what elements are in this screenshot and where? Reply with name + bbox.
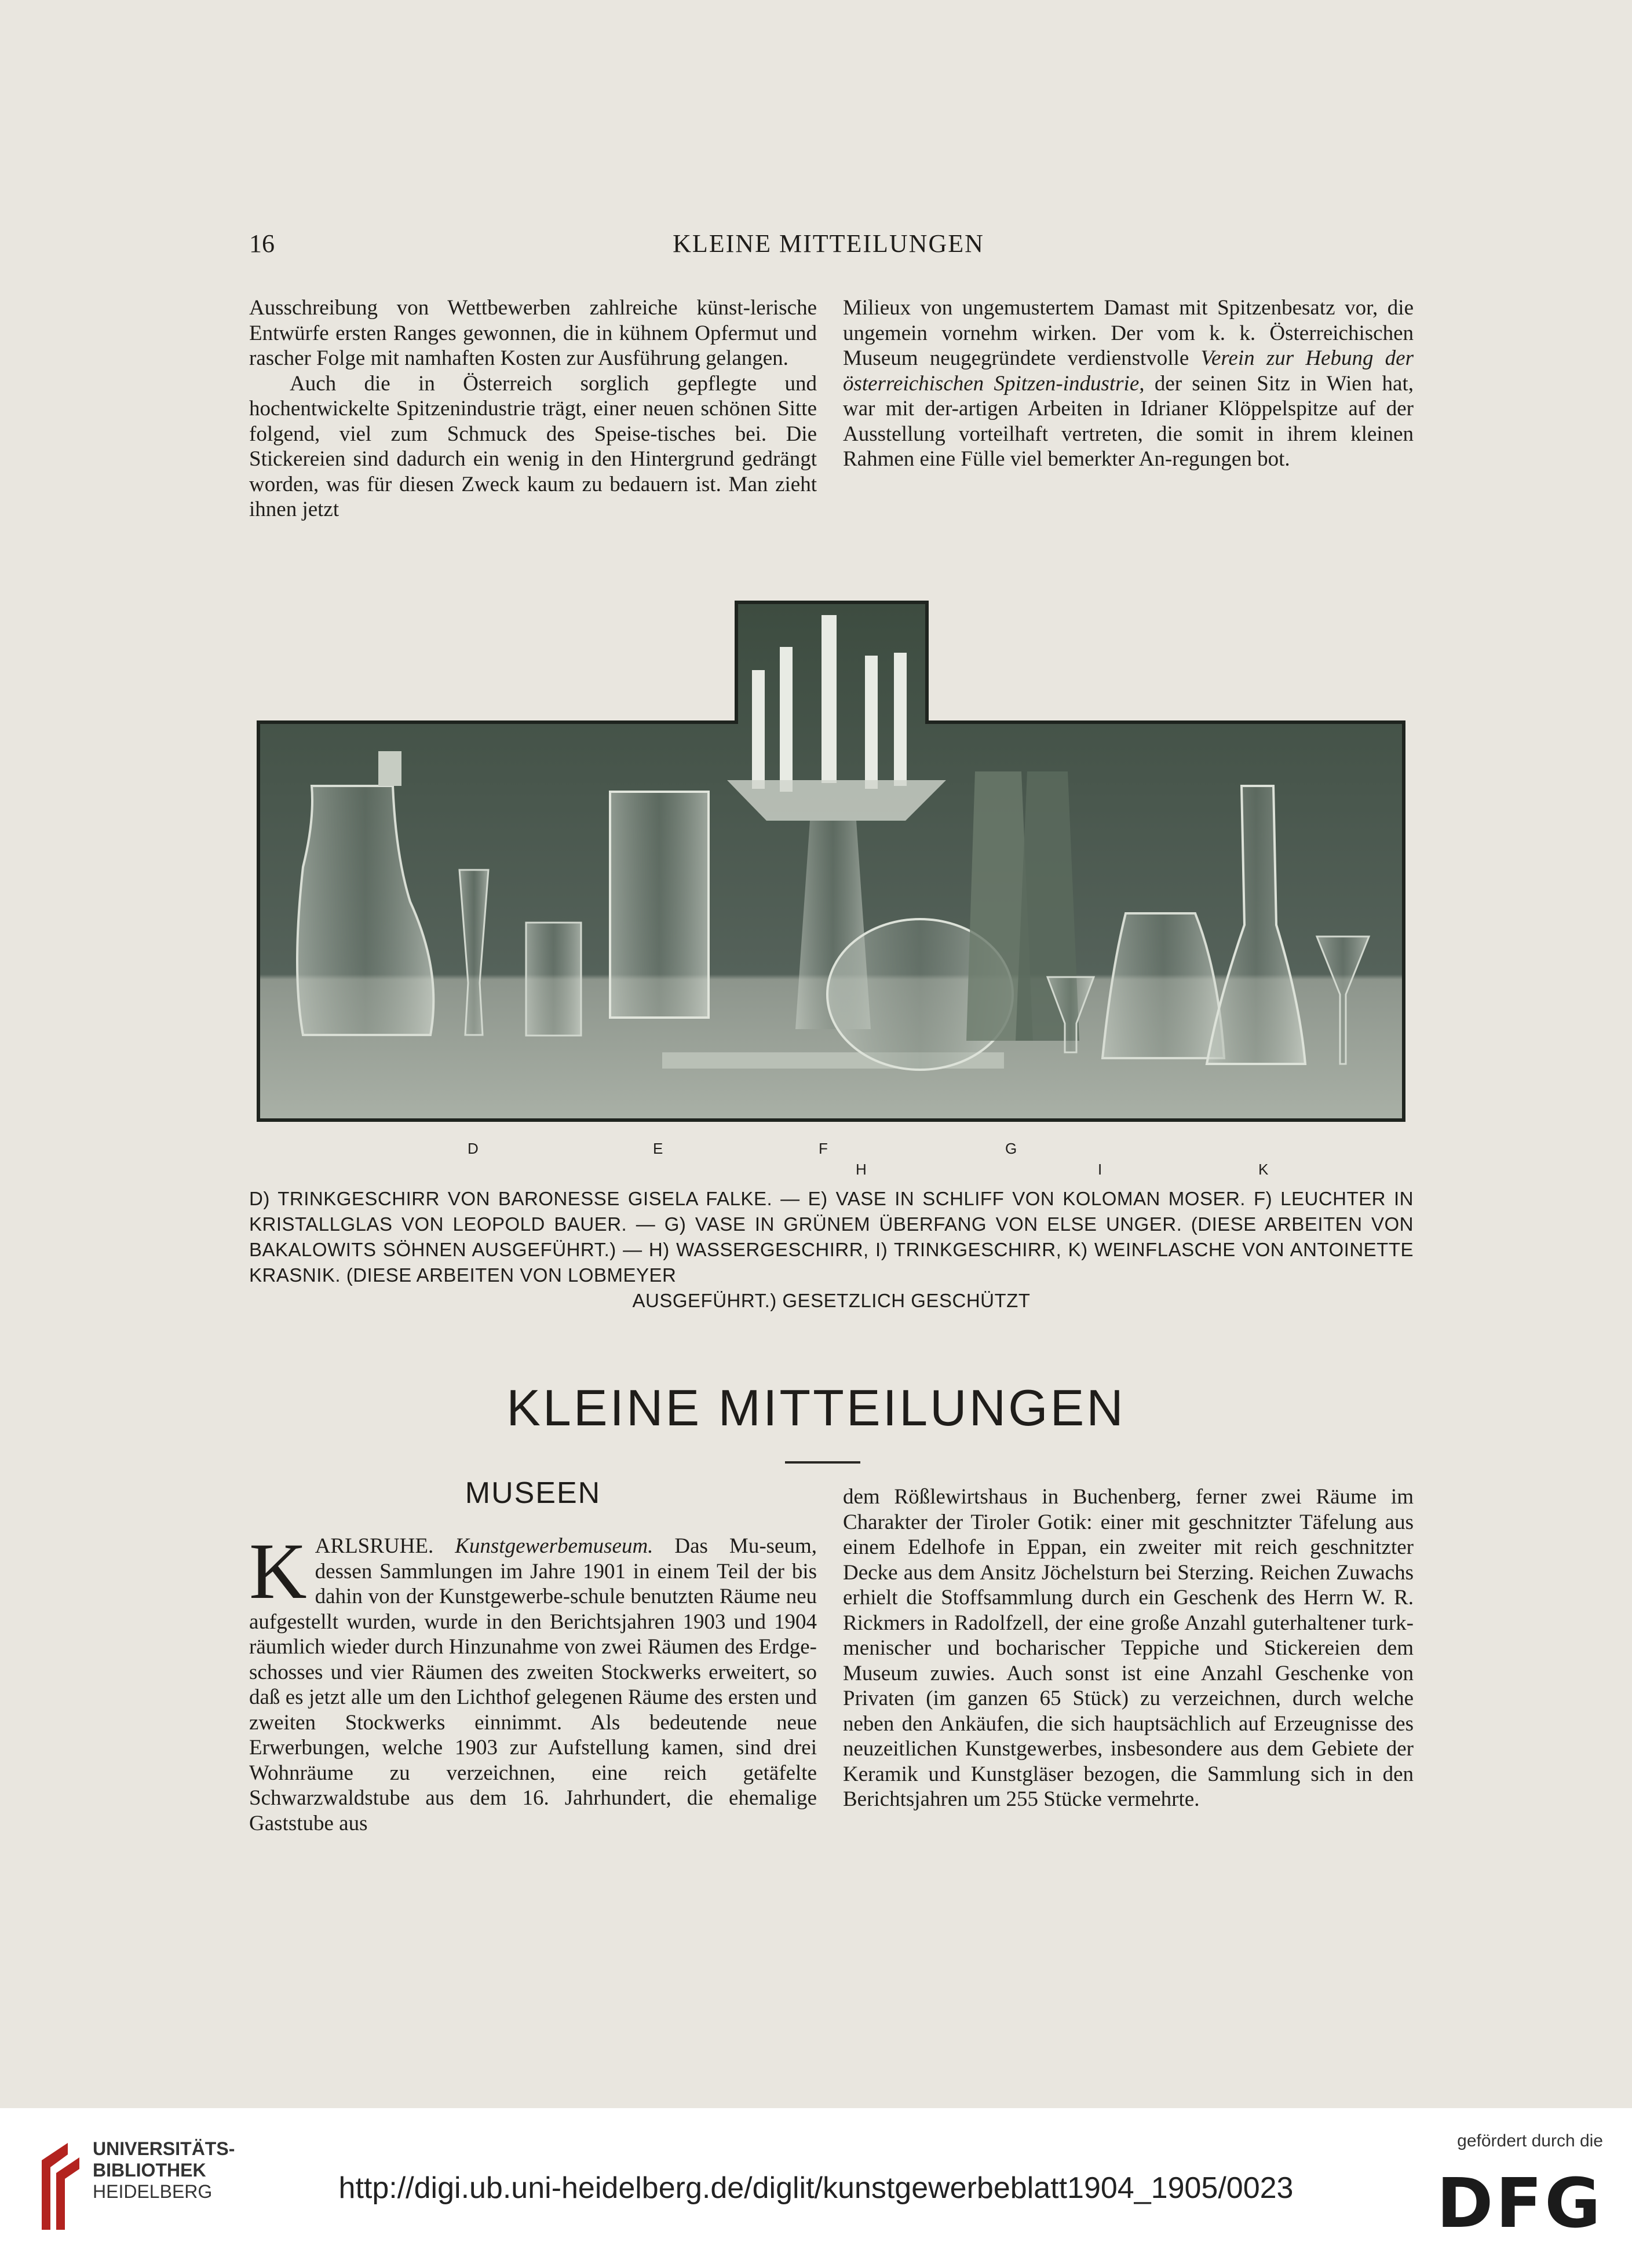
section-title: KLEINE MITTEILUNGEN [506,1379,1126,1436]
funding-label: gefördert durch die [1457,2131,1603,2150]
figure-key-letters [0,1140,1632,1186]
figure-caption [249,1186,1414,1314]
text-run: der seinen Sitz in Wien hat, war mit der-artigen Arbeiten in Idrianer Klöppelspitze auf der Ausstellung vorteilhaft vertreten, die somit in ihrem kleinen Rahmen eine Fülle viel bemerkter An-regungen bot. [843,371,1414,471]
digitization-footer [0,2108,1632,2268]
caption-text: D) TRINKGESCHIRR VON BARONESSE GISELA FALKE. — E) VASE IN SCHLIFF VON KOLOMAN MOSER. F) LEUCHTER IN KRISTALLGLAS VON LEOPOLD BAUER. — G) VASE IN GRÜNEM ÜBERFANG VON ELSE UNGER. (DIESE ARBEITEN VON BAKALOWITS SÖHNEN AUSGEFÜHRT.) — H) WASSERGESCHIRR, I) TRINKGESCHIRR, K) WEINFLASCHE VON ANTOINETTE KRASNIK. (DIESE ARBEITEN VON LOBMEYER [249,1188,1414,1286]
dfg-logo: DFG [1436,2163,1603,2243]
library-name-line: BIBLIOTHEK [93,2160,206,2181]
subsection-heading: MUSEEN [465,1476,601,1510]
figure-letter: G [1005,1140,1017,1157]
figure-letter: K [1258,1161,1269,1178]
paragraph [249,1527,817,1836]
caption-last-line: AUSGEFÜHRT.) GESETZLICH GESCHÜTZT [632,1290,1031,1311]
bottom-left-column [249,1527,817,1836]
figure-letter: E [653,1140,663,1157]
drop-cap: K [249,1527,307,1615]
bottom-right-column [843,1484,1414,1812]
italic-run: Verein zur Hebung der österreichischen Spitzen-industrie, [843,346,1414,396]
top-left-column [249,295,817,522]
paragraph: Ausschreibung von Wettbewerben zahlreiche künst-lerische Entwürfe ersten Ranges gewonnen, die in kühnem Opfermut und rascher Folge mit namhaften Kosten zur Ausführung gelangen. [249,296,817,370]
italic-run: Kunstgewerbemuseum. [455,1534,653,1558]
figure-letter: I [1098,1161,1102,1178]
glassware-illustration [257,601,1405,1122]
running-title: KLEINE MITTEILUNGEN [673,229,984,258]
figure-letter: H [856,1161,867,1178]
glassware-photograph [257,601,1405,1122]
place-name: ARLSRUHE. [315,1534,434,1558]
title-rule [785,1461,860,1464]
text-run: Milieux von ungemustertem Damast mit Spitzenbesatz vor, die ungemein vornehm wirken. Der vom k. k. Österreichischen Museum neugegründete verdienstvolle [843,296,1414,370]
paragraph [843,295,1414,472]
figure-letter: F [819,1140,828,1157]
paragraph: Auch die in Österreich sorglich gepflegte und hochentwickelte Spitzenindustrie trägt, einer neuen schönen Sitte folgend, viel zum Schmuck des Speise-tisches bei. Die Stickereien sind dadurch ein wenig in den Hintergrund gedrängt worden, was für diesen Zweck kaum zu bedauern ist. Man zieht ihnen jetzt [249,371,817,521]
page-number: 16 [249,229,275,258]
text-run: Das Mu-seum, dessen Sammlungen im Jahre 1901 in einem Teil der bis dahin von der Kunstgewerbe-schule benutzten Räume neu aufgestellt wurden, wurde in den Berichtsjahren 1903 und 1904 räumlich wieder durch Hinzunahme von zwei Räumen des Erdge-schosses und vier Räumen des zweiten Stockwerks erweitert, so daß es jetzt alle um den Lichthof gelegenen Räume des ersten und zweiten Stockwerks einnimmt. Als bedeutende neue Erwerbungen, welche 1903 zur Aufstellung kamen, sind drei Wohnräume zu verzeichnen, eine reich getäfelte Schwarzwaldstube aus dem 16. Jahrhundert, die ehemalige Gaststube aus [249,1534,817,1835]
figure-letter: D [468,1140,479,1157]
running-header [243,229,1414,264]
library-name-line: HEIDELBERG [93,2181,213,2202]
paragraph: dem Rößlewirtshaus in Buchenberg, ferner zwei Räume im Charakter der Tiroler Gotik: einer mit geschnitzter Täfelung aus einem Edelhofe in Eppan, ein zweiter mit reich geschnitzter Decke aus dem Ansitz Jöchelsturn bei Sterzing. Reichen Zuwachs erhielt die Stoffsammlung durch ein Geschenk des Herrn W. R. Rickmers in Radolfzell, der eine große Anzahl guterhaltener turk-menischer und bocharischer Teppiche und Stickereien dem Museum zuwies. Auch sonst ist eine Anzahl Geschenke von Privaten (im ganzen 65 Stück) zu verzeichnen, durch welche neben den Ankäufen, die sich hauptsächlich auf Erzeugnisse des neuzeitlichen Kunstgewerbes, insbesondere aus dem Gebiete der Keramik und Kunstgläser bezogen, die Sammlung sich in den Berichtsjahren um 255 Stücke vermehrte. [843,1485,1414,1811]
source-url-link[interactable]: http://digi.ub.uni-heidelberg.de/diglit/kunstgewerbeblatt1904_1905/0023 [338,2171,1294,2205]
top-right-column [843,295,1414,472]
library-name-line: UNIVERSITÄTS- [93,2138,235,2159]
